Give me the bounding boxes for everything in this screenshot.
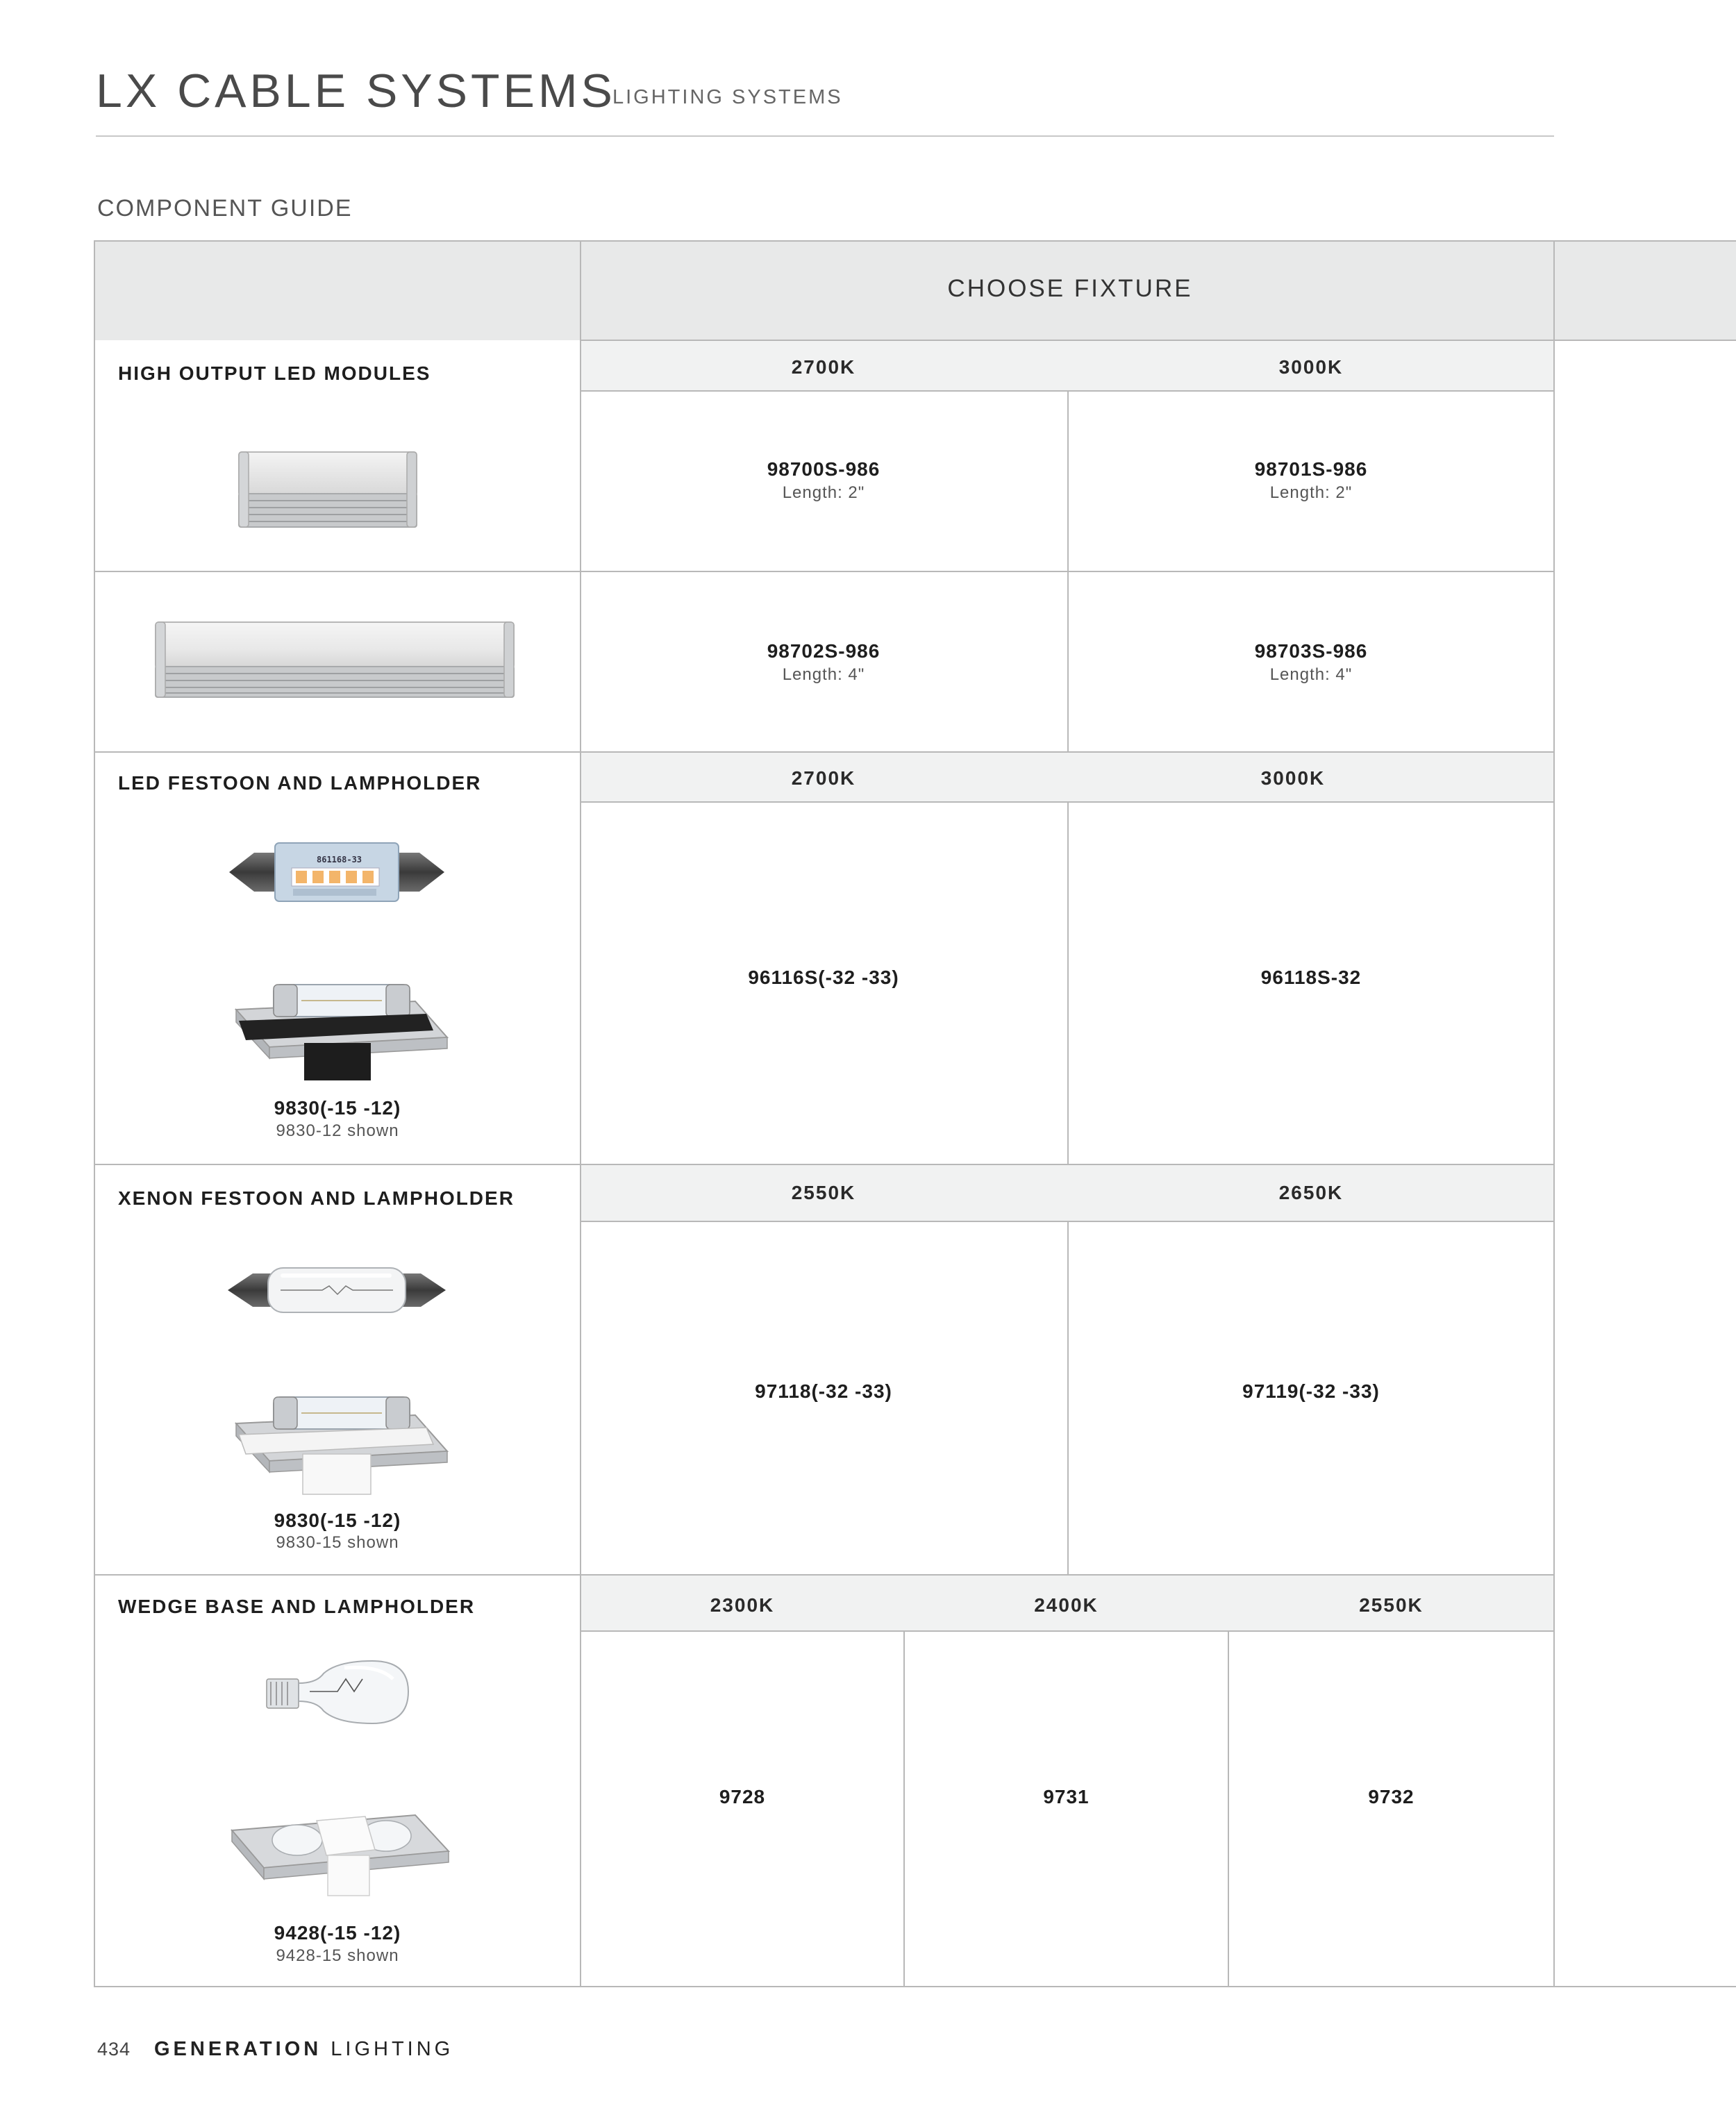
lampholder-part-number: 9830(-15 -12) xyxy=(274,1097,401,1119)
grid-line-g1-bottom xyxy=(94,751,1554,753)
grid-line-temp4-bottom xyxy=(581,1630,1554,1632)
temp-label: 2400K xyxy=(1034,1594,1099,1616)
part-number: 9728 xyxy=(719,1786,766,1807)
lampholder-shown-note: 9830-15 shown xyxy=(276,1533,399,1552)
footer-brand xyxy=(154,2038,453,2061)
section-title: COMPONENT GUIDE xyxy=(97,195,353,222)
brand-bold: GENERATION xyxy=(154,2038,322,2060)
grid-line-header-bottom xyxy=(581,340,1736,341)
fixture-cell-96116s xyxy=(581,967,1067,989)
temp-label: 2700K xyxy=(791,356,856,378)
fixture-cell-98702s xyxy=(581,640,1067,685)
xenon-festoon-bulb-image xyxy=(225,1264,449,1317)
temp-label: 2650K xyxy=(1278,1182,1344,1203)
wedge-lampholder-image xyxy=(222,1796,453,1900)
category-label-wedge-base: WEDGE BASE AND LAMPHOLDER xyxy=(118,1596,476,1617)
category-label-high-output: HIGH OUTPUT LED MODULES xyxy=(118,362,431,384)
part-number: 9732 xyxy=(1368,1786,1414,1807)
lampholder-white-base-image xyxy=(225,1382,454,1500)
fixture-cell-9731 xyxy=(904,1786,1228,1808)
lampholder-shown-note: 9428-15 shown xyxy=(276,1946,399,1965)
temp-label: 2700K xyxy=(791,767,856,789)
grid-line-right xyxy=(1553,241,1555,1987)
fixture-cell-96118s xyxy=(1068,967,1554,989)
part-number: 97118(-32 -33) xyxy=(755,1380,892,1402)
brand-light: LIGHTING xyxy=(331,2038,454,2060)
temp-label: 2550K xyxy=(791,1182,856,1203)
fixture-cell-9732 xyxy=(1228,1786,1554,1808)
led-chip-label: 861168-33 xyxy=(317,855,362,864)
category-label-led-festoon: LED FESTOON AND LAMPHOLDER xyxy=(118,772,482,794)
part-number: 9731 xyxy=(1043,1786,1090,1807)
temp-label: 2300K xyxy=(710,1594,775,1616)
fixture-cell-9728 xyxy=(581,1786,904,1808)
length-note: Length: 4" xyxy=(782,665,865,684)
lampholder-shown-note: 9830-12 shown xyxy=(276,1121,399,1140)
fixture-cell-97119 xyxy=(1068,1380,1554,1403)
page-title: LX CABLE SYSTEMS xyxy=(96,65,616,117)
page-number: 434 xyxy=(97,2039,131,2060)
fixture-cell-98700s xyxy=(581,458,1067,503)
temp-label: 3000K xyxy=(1278,356,1344,378)
grid-line-g1-row-divider xyxy=(94,571,1554,572)
choose-fixture-heading: CHOOSE FIXTURE xyxy=(947,275,1193,302)
part-number: 98702S-986 xyxy=(767,640,880,662)
lampholder-part-number: 9428(-15 -12) xyxy=(274,1922,401,1944)
length-note: Length: 4" xyxy=(1269,665,1353,684)
fixture-cell-98703s xyxy=(1068,640,1554,685)
length-note: Length: 2" xyxy=(1269,483,1353,502)
grid-line-top xyxy=(94,240,1736,242)
wedge-base-bulb-image xyxy=(261,1658,414,1726)
lampholder-part-number: 9830(-15 -12) xyxy=(274,1510,401,1531)
part-number: 96116S(-32 -33) xyxy=(748,967,899,988)
grid-line-g2-bottom xyxy=(94,1164,1554,1165)
led-module-short-image xyxy=(236,448,421,533)
lampholder-black-base-image xyxy=(225,968,454,1089)
grid-line-bottom xyxy=(94,1986,1736,1987)
grid-line-g4-col1 xyxy=(903,1631,905,1987)
temp-label: 3000K xyxy=(1260,767,1326,789)
part-number: 98703S-986 xyxy=(1254,640,1368,662)
grid-line-g3-bottom xyxy=(94,1574,1554,1576)
led-festoon-bulb-image xyxy=(226,837,447,907)
fixture-cell-98701s xyxy=(1068,458,1554,503)
temp-label: 2550K xyxy=(1359,1594,1424,1616)
title-divider xyxy=(96,135,1554,137)
part-number: 98701S-986 xyxy=(1254,458,1368,480)
category-label-xenon-festoon: XENON FESTOON AND LAMPHOLDER xyxy=(118,1187,515,1209)
part-number: 96118S-32 xyxy=(1260,967,1362,988)
part-number: 97119(-32 -33) xyxy=(1242,1380,1380,1402)
led-module-long-image xyxy=(151,617,519,703)
page-subtitle: LIGHTING SYSTEMS xyxy=(612,86,843,108)
part-number: 98700S-986 xyxy=(767,458,880,480)
grid-line-g4-col2 xyxy=(1228,1631,1229,1987)
length-note: Length: 2" xyxy=(782,483,865,502)
fixture-cell-97118 xyxy=(581,1380,1067,1403)
